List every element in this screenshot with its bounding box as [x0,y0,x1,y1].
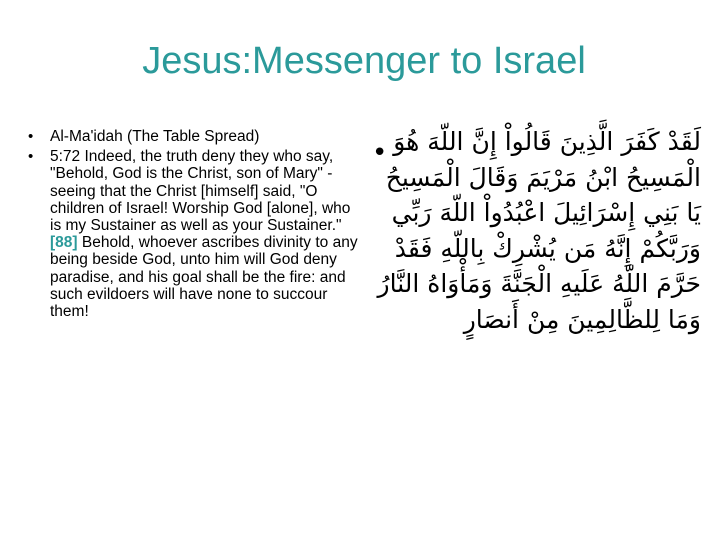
verse-translation-text: 5:72 Indeed, the truth deny they who say, "Behold, God is the Christ, son of Mary" - seeing that the Christ [himself] said, "O children of Israel! Worship God [alone], who is my Sustainer as well as your Sustainer." [50,148,351,235]
arabic-verse-block [372,124,707,337]
bullet-icon: • [28,148,34,166]
bullet-icon: • [28,128,34,145]
footnote-reference-link[interactable]: [88] [50,234,78,252]
list-item-surah-name [22,128,362,145]
verse-translation-continued: Behold, whoever ascribes divinity to any being beside God, unto him will God deny paradise, and his goal shall be the fire: and such evildoers will have none to succour them! [50,234,358,321]
slide-title: Jesus:Messenger to Israel [142,40,586,82]
english-bullet-list [22,128,362,323]
surah-name-text: Al-Ma'idah (The Table Spread) [50,128,260,145]
arabic-verse-text: لَقَدْ كَفَرَ الَّذِينَ قَالُواْ إِنَّ اللّهَ هُوَ الْمَسِيحُ ابْنُ مَرْيَمَ وَقَالَ الْمَسِيحُ يَا بَنِي إِسْرَائِيلَ اعْبُدُواْ اللّهَ رَبِّي وَرَبَّكُمْ إِنَّهُ مَن يُشْرِكْ بِاللّهِ فَقَدْ حَرَّمَ اللّهُ عَلَيهِ الْجَنَّةَ وَمَأْوَاهُ النَّارُ وَمَا لِلظَّالِمِينَ مِنْ أَنصَارٍ [377,127,701,334]
bullet-icon: • [372,138,388,168]
list-item-verse-translation [22,148,362,320]
